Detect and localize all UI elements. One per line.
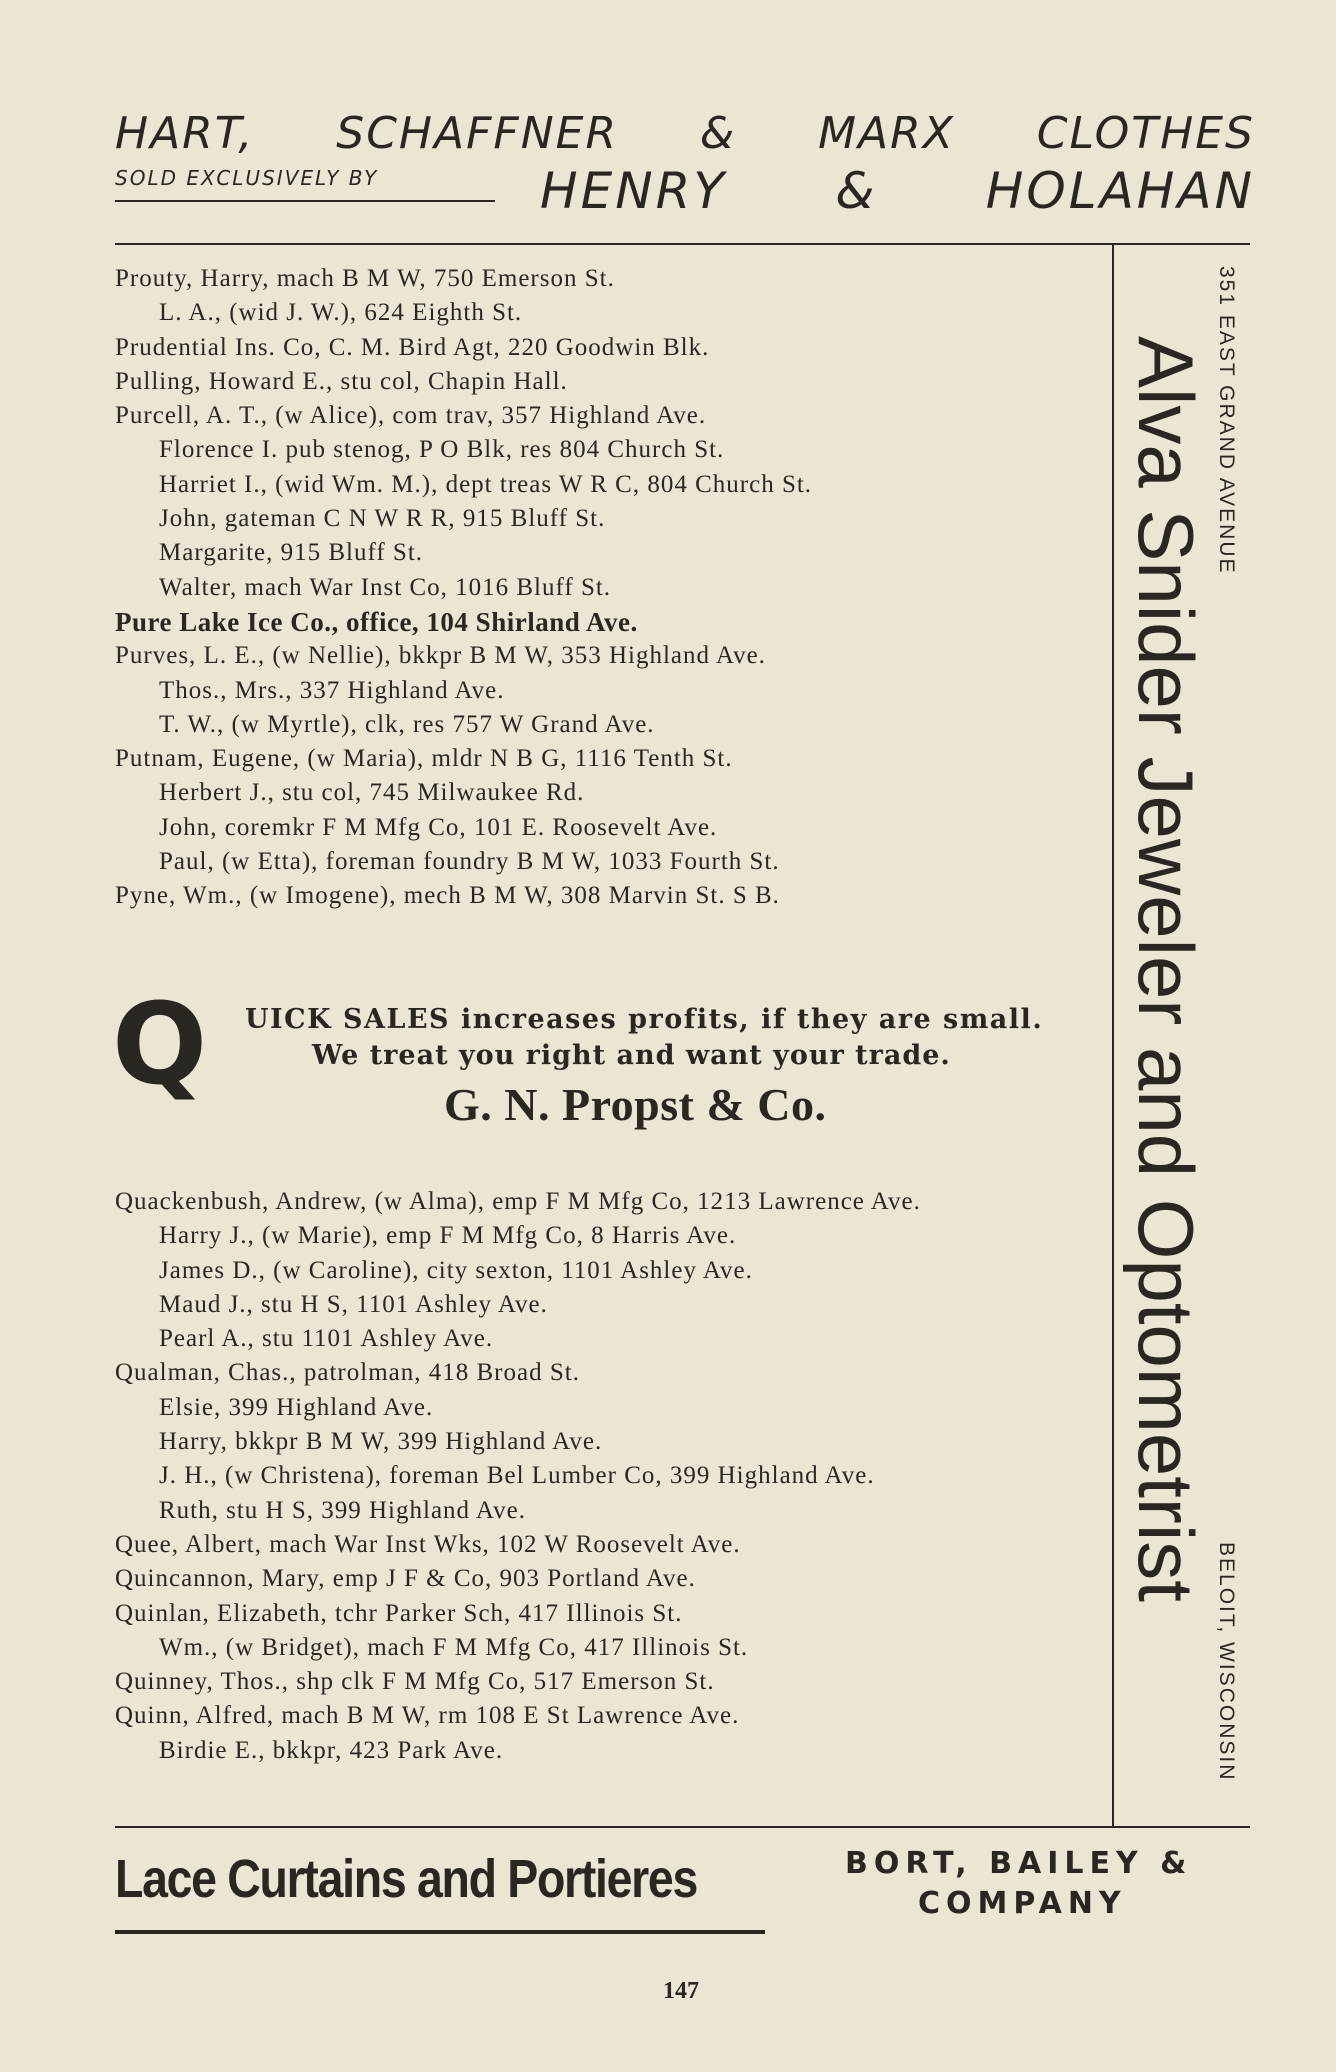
directory-entry: Ruth, stu H S, 399 Highland Ave.: [159, 1496, 526, 1524]
quick-ad-line1: UICK SALES increases profits, if they are small.: [245, 1004, 1044, 1035]
directory-entry: J. H., (w Christena), foreman Bel Lumber Co, 399 Highland Ave.: [159, 1462, 875, 1490]
directory-entry: Thos., Mrs., 337 Highland Ave.: [159, 676, 505, 704]
directory-listing-p: [115, 262, 1095, 914]
directory-entry: Qualman, Chas., patrolman, 418 Broad St.: [115, 1359, 580, 1387]
directory-entry: Harry J., (w Marie), emp F M Mfg Co, 8 Harris Ave.: [159, 1222, 737, 1250]
quick-ad-initial: Q: [112, 980, 208, 1110]
directory-entry: Harry, bkkpr B M W, 399 Highland Ave.: [159, 1428, 603, 1456]
directory-entry: Pulling, Howard E., stu col, Chapin Hall.: [115, 367, 568, 395]
directory-entry: John, gateman C N W R R, 915 Bluff St.: [159, 505, 606, 533]
header-word: HOLAHAN: [985, 162, 1255, 220]
lace-curtains-ad: Lace Curtains and Portieres: [115, 1849, 698, 1909]
directory-entry: Pearl A., stu 1101 Ashley Ave.: [159, 1325, 494, 1353]
directory-listing-q: [115, 1185, 1095, 1768]
directory-entry: T. W., (w Myrtle), clk, res 757 W Grand Ave.: [159, 710, 655, 738]
header-word: &: [835, 162, 878, 220]
directory-entry: Paul, (w Etta), foreman foundry B M W, 1033 Fourth St.: [159, 848, 780, 876]
header-word: MARX: [818, 108, 955, 159]
side-ad-rotated: [1114, 244, 1250, 1826]
directory-entry: Quee, Albert, mach War Inst Wks, 102 W Roosevelt Ave.: [115, 1530, 741, 1558]
page-number: 147: [663, 1978, 699, 2004]
directory-entry: Herbert J., stu col, 745 Milwaukee Rd.: [159, 779, 585, 807]
lace-ad-underline: [115, 1930, 765, 1934]
bort-bailey-line1: BORT, BAILEY &: [845, 1846, 1193, 1881]
header-ad-line2: [540, 160, 1255, 222]
directory-entry: Quinn, Alfred, mach B M W, rm 108 E St Lawrence Ave.: [115, 1702, 740, 1730]
directory-entry: Quinlan, Elizabeth, tchr Parker Sch, 417 Illinois St.: [115, 1599, 683, 1627]
header-word: HART,: [115, 108, 255, 159]
directory-entry: Putnam, Eugene, (w Maria), mldr N B G, 1116 Tenth St.: [115, 745, 733, 773]
directory-entry: Pure Lake Ice Co., office, 104 Shirland Ave.: [115, 606, 638, 637]
directory-entry: Quinney, Thos., shp clk F M Mfg Co, 517 Emerson St.: [115, 1668, 715, 1696]
directory-entry: Pyne, Wm., (w Imogene), mech B M W, 308 Marvin St. S B.: [115, 882, 780, 910]
side-ad-name: Alva Snider Jeweler and Optometrist: [1122, 336, 1210, 1602]
directory-entry: Birdie E., bkkpr, 423 Park Ave.: [159, 1736, 504, 1764]
directory-entry: James D., (w Caroline), city sexton, 1101 Ashley Ave.: [159, 1256, 753, 1284]
side-ad: [1114, 244, 1250, 1826]
quick-ad-line2: We treat you right and want your trade.: [312, 1040, 951, 1071]
directory-entry: Purves, L. E., (w Nellie), bkkpr B M W, 353 Highland Ave.: [115, 642, 766, 670]
sold-exclusively-label: SOLD EXCLUSIVELY BY: [115, 166, 495, 202]
directory-entry: John, coremkr F M Mfg Co, 101 E. Roosevelt Ave.: [159, 813, 718, 841]
directory-entry: Quackenbush, Andrew, (w Alma), emp F M Mfg Co, 1213 Lawrence Ave.: [115, 1188, 921, 1215]
bottom-rule: [115, 1826, 1250, 1828]
top-rule: [115, 243, 1250, 245]
directory-entry: Florence I. pub stenog, P O Blk, res 804 Church St.: [159, 436, 725, 464]
directory-entry: Prouty, Harry, mach B M W, 750 Emerson St.: [115, 265, 615, 292]
directory-entry: Harriet I., (wid Wm. M.), dept treas W R C, 804 Church St.: [159, 470, 813, 498]
directory-entry: Prudential Ins. Co, C. M. Bird Agt, 220 Goodwin Blk.: [115, 333, 710, 361]
directory-entry: Purcell, A. T., (w Alice), com trav, 357 Highland Ave.: [115, 402, 707, 430]
directory-entry: Elsie, 399 Highland Ave.: [159, 1393, 434, 1421]
directory-entry: L. A., (wid J. W.), 624 Eighth St.: [159, 299, 523, 327]
header-word: CLOTHES: [1036, 108, 1255, 159]
side-ad-address: 351 EAST GRAND AVENUE: [1215, 266, 1238, 575]
directory-entry: Maud J., stu H S, 1101 Ashley Ave.: [159, 1290, 548, 1318]
side-ad-city: BELOIT, WISCONSIN: [1215, 1542, 1238, 1782]
header-word: SCHAFFNER: [336, 108, 619, 159]
quick-ad-company: G. N. Propst & Co.: [444, 1079, 827, 1130]
directory-entry: Margarite, 915 Bluff St.: [159, 539, 424, 567]
bort-bailey-line2: COMPANY: [918, 1886, 1127, 1921]
directory-entry: Walter, mach War Inst Co, 1016 Bluff St.: [159, 573, 612, 601]
directory-entry: Wm., (w Bridget), mach F M Mfg Co, 417 Illinois St.: [159, 1633, 749, 1661]
header-ad-line1: [115, 108, 1255, 160]
header-word: &: [699, 108, 737, 159]
directory-entry: Quincannon, Mary, emp J F & Co, 903 Portland Ave.: [115, 1565, 696, 1593]
header-word: HENRY: [540, 162, 727, 220]
